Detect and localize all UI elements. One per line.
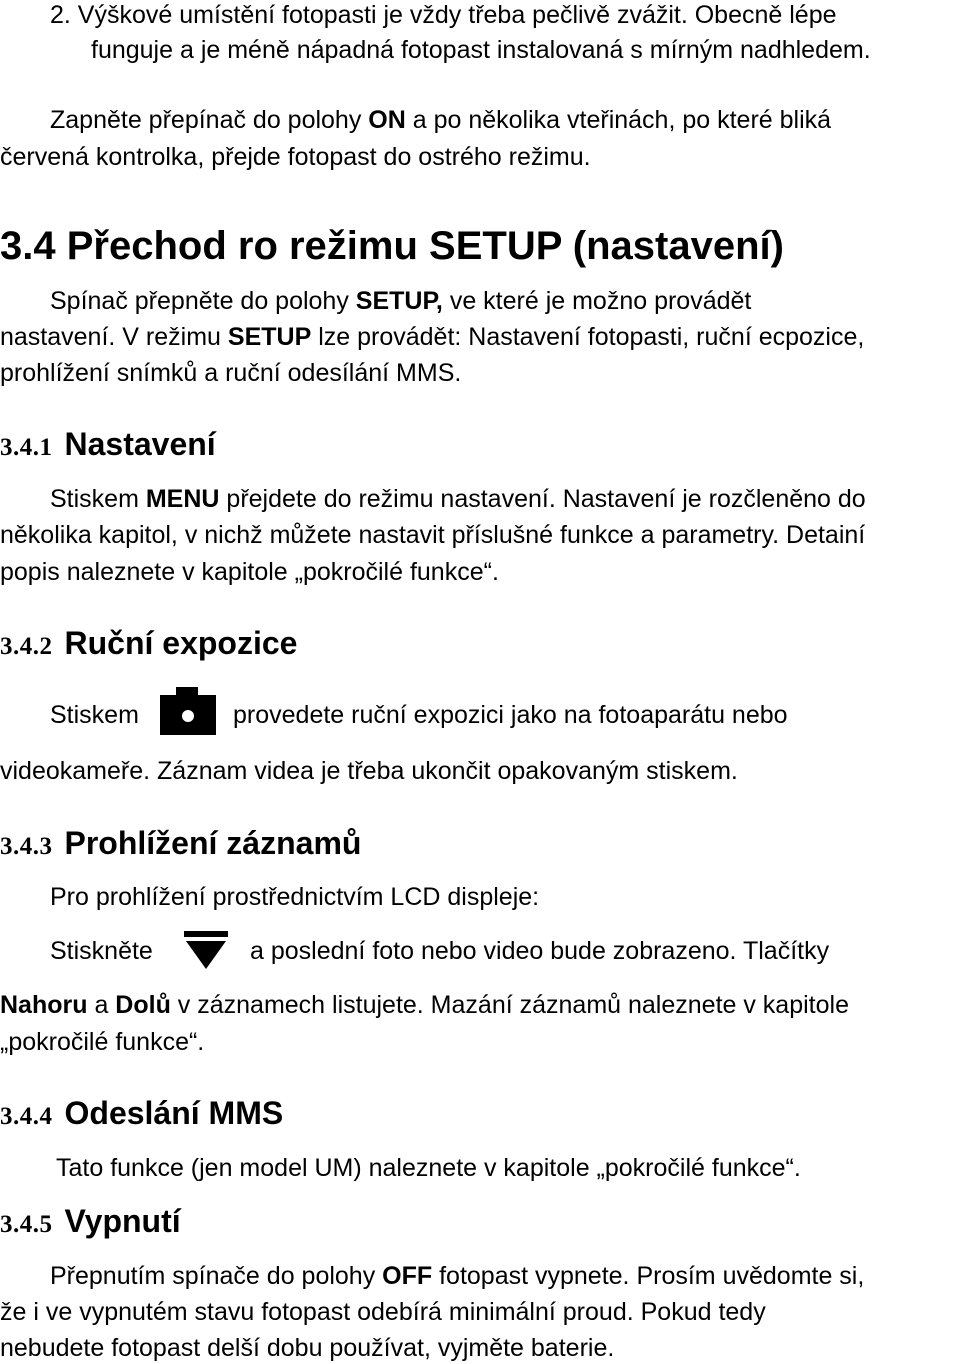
section-3-4-line-3: prohlížení snímků a ruční odesílání MMS. (0, 359, 462, 387)
section-title: Odeslání MMS (64, 1095, 284, 1131)
intro-paragraph-line-2: červená kontrolka, přejde fotopast do ostrého režimu. (0, 143, 591, 171)
camera-icon (160, 687, 216, 735)
section-heading-3-4-4 (0, 1095, 283, 1135)
section-3-4-2-stiskem-label: Stiskem (50, 701, 139, 729)
section-number: 3.4.4 (0, 1103, 53, 1130)
section-3-4-2-line-2: videokameře. Záznam videa je třeba ukončit opakovaným stiskem. (0, 757, 738, 785)
section-3-4-3-line-4: „pokročilé funkce“. (0, 1028, 205, 1056)
section-3-4-1-line-2: několika kapitol, v nichž můžete nastavit příslušné funkce a parametry. Detainí (0, 521, 866, 549)
section-3-4-4-line-1: Tato funkce (jen model UM) naleznete v kapitole „pokročilé funkce“. (56, 1154, 801, 1182)
section-heading-3-4-2 (0, 625, 297, 665)
section-number: 3.4.2 (0, 633, 53, 660)
section-3-4-line-2: nastavení. V režimu SETUP lze provádět: Nastavení fotopasti, ruční ecpozice, (0, 323, 865, 351)
section-3-4-3-line-1: Pro prohlížení prostřednictvím LCD displeje: (50, 883, 540, 911)
section-3-4-3-line-2: a poslední foto nebo video bude zobrazeno. Tlačítky (250, 937, 830, 965)
section-3-4-line-1: Spínač přepněte do polohy SETUP, ve které je možno provádět (50, 287, 752, 315)
section-title: Ruční expozice (64, 625, 298, 661)
section-heading-3-4-1 (0, 426, 216, 466)
section-title: Vypnutí (64, 1203, 181, 1239)
section-heading-3-4-3 (0, 825, 361, 865)
section-title: Prohlížení záznamů (64, 825, 362, 861)
section-title: Nastavení (64, 426, 216, 462)
section-3-4-5-line-3: nebudete fotopast delší dobu používat, vyjměte baterie. (0, 1334, 615, 1362)
section-3-4-5-line-2: že i ve vypnutém stavu fotopast odebírá minimální proud. Pokud tedy (0, 1298, 766, 1326)
section-3-4-1-line-1: Stiskem MENU přejdete do režimu nastavení. Nastavení je rozčleněno do (50, 485, 866, 513)
section-heading-3-4: 3.4 Přechod ro režimu SETUP (nastavení) (0, 224, 784, 268)
playback-icon (184, 931, 228, 969)
section-3-4-3-line-3: Nahoru a Dolů v záznamech listujete. Mazání záznamů naleznete v kapitole (0, 991, 849, 1019)
list-item-2-line-2: funguje a je méně nápadná fotopast instalovaná s mírným nadhledem. (91, 36, 871, 64)
section-number: 3.4.3 (0, 833, 53, 860)
section-number: 3.4.1 (0, 434, 53, 461)
section-3-4-1-line-3: popis naleznete v kapitole „pokročilé funkce“. (0, 558, 499, 586)
section-number: 3.4.5 (0, 1211, 53, 1238)
intro-paragraph-line-1: Zapněte přepínač do polohy ON a po několika vteřinách, po které bliká (50, 106, 832, 134)
section-3-4-2-line-1: provedete ruční expozici jako na fotoaparátu nebo (233, 701, 788, 729)
section-3-4-3-stisknete-label: Stiskněte (50, 937, 153, 965)
list-item-2-line-1: 2. Výškové umístění fotopasti je vždy třeba pečlivě zvážit. Obecně lépe (50, 1, 837, 29)
section-3-4-5-line-1: Přepnutím spínače do polohy OFF fotopast vypnete. Prosím uvědomte si, (50, 1262, 865, 1290)
section-heading-3-4-5 (0, 1203, 181, 1243)
